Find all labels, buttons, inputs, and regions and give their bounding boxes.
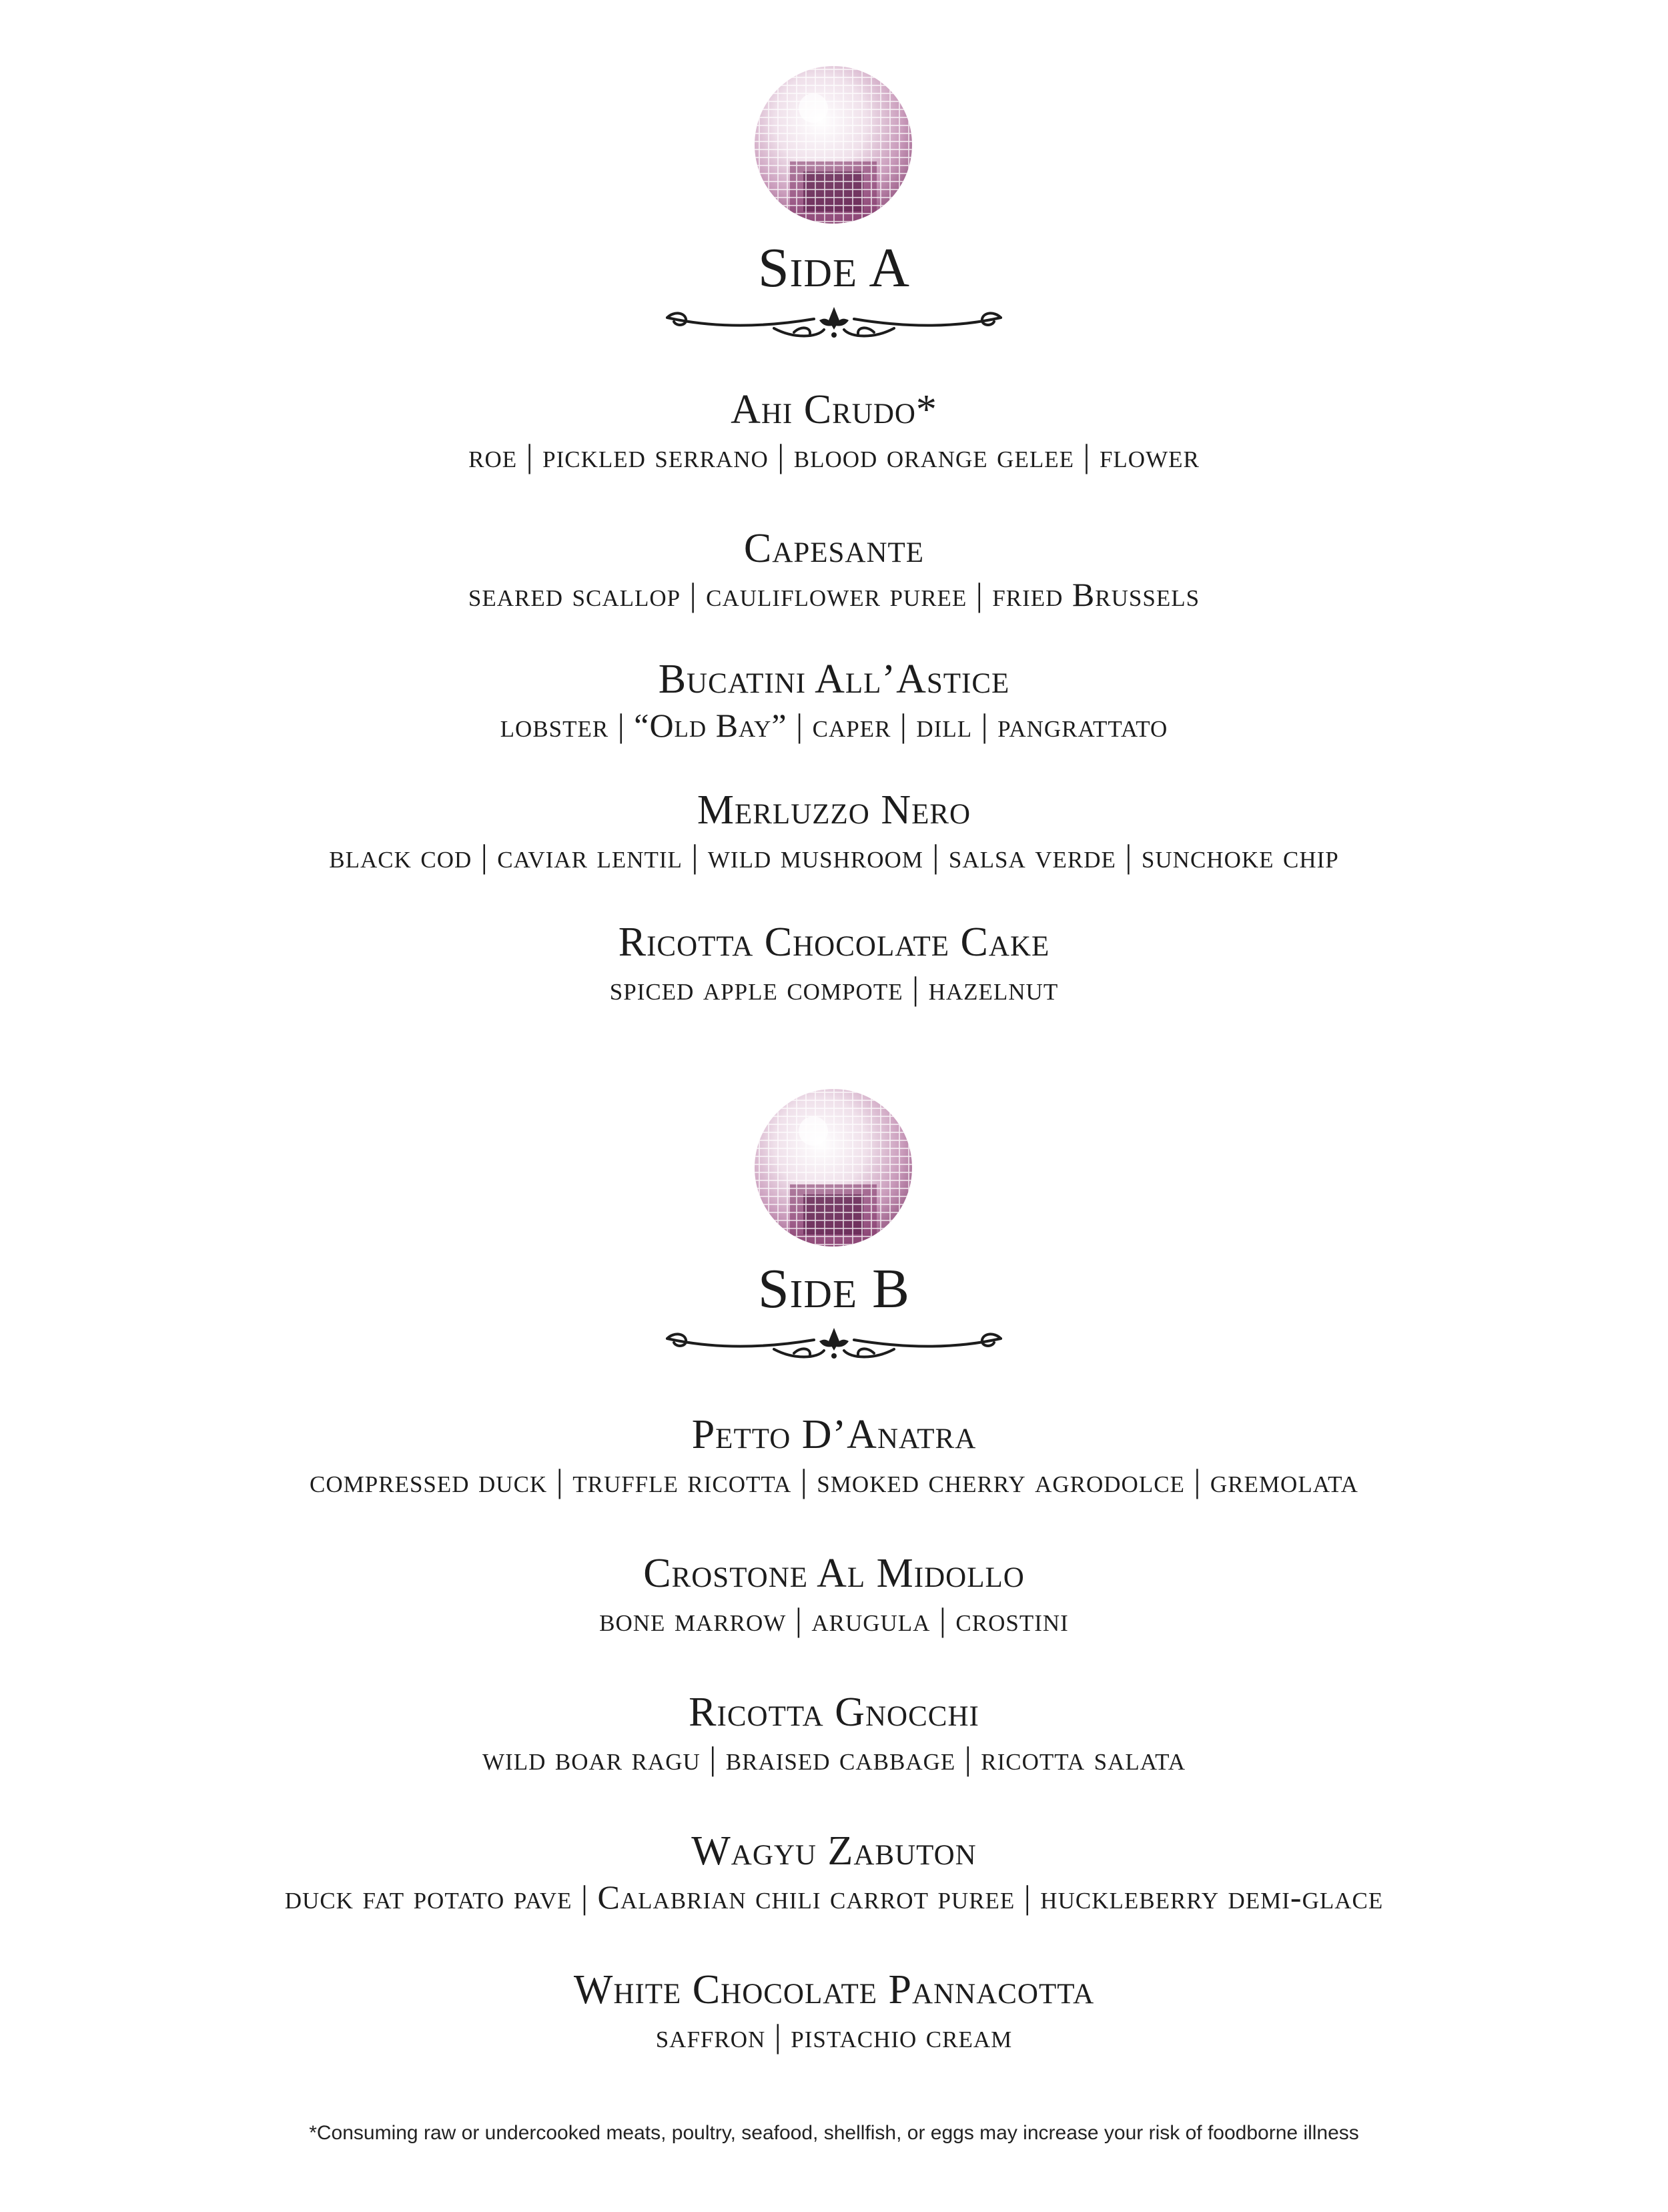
menu-item [0,657,1668,744]
dish-name: Capesante [743,526,925,571]
menu-item [0,1412,1668,1499]
dish-name: Ricotta Gnocchi [689,1690,979,1735]
menu-item [0,919,1668,1007]
dish-description: spiced apple compote | hazelnut [609,970,1059,1008]
dish-name: Petto D’Anatra [691,1412,977,1457]
dish-name: Wagyu Zabuton [691,1828,977,1874]
dish-description: seared scallop | cauliflower puree | fried Brussels [468,576,1200,614]
menu-item [0,1551,1668,1638]
dish-description: duck fat potato pave | Calabrian chili carrot puree | huckleberry demi-glace [284,1878,1384,1916]
dish-name: Merluzzo Nero [697,787,971,833]
dish-description: bone marrow | arugula | crostini [599,1601,1069,1639]
menu-item [0,387,1668,474]
dish-name: Bucatini All’Astice [658,657,1010,702]
dish-description: compressed duck | truffle ricotta | smoked cherry agrodolce | gremolata [310,1462,1358,1500]
dish-description: roe | pickled serrano | blood orange gelee | flower [468,437,1200,475]
dish-name: Crostone Al Midollo [643,1551,1025,1596]
disco-ball-icon [750,61,917,228]
dish-name: White Chocolate Pannacotta [573,1967,1095,2012]
dish-name: Ahi Crudo* [731,387,937,432]
dish-description: lobster | “Old Bay” | caper | dill | pangrattato [500,707,1168,745]
menu-item [0,1690,1668,1777]
dish-description: saffron | pistachio cream [655,2017,1013,2055]
section-title-side-b: Side B [757,1258,911,1320]
disco-ball-icon [750,1084,917,1251]
dish-name: Ricotta Chocolate Cake [618,919,1050,965]
menu-item [0,1967,1668,2055]
dish-description: wild boar ragu | braised cabbage | ricotta salata [482,1740,1186,1778]
ornamental-flourish-icon [661,1320,1007,1367]
food-safety-disclaimer: *Consuming raw or undercooked meats, poultry, seafood, shellfish, or eggs may increase your risk of foodborne illness [309,2122,1359,2144]
menu-item [0,1828,1668,1916]
menu-item [0,787,1668,875]
menu-item [0,526,1668,613]
section-title-side-a: Side A [757,237,911,299]
dish-description: black cod | caviar lentil | wild mushroom | salsa verde | sunchoke chip [329,837,1339,875]
ornamental-flourish-icon [661,299,1007,346]
